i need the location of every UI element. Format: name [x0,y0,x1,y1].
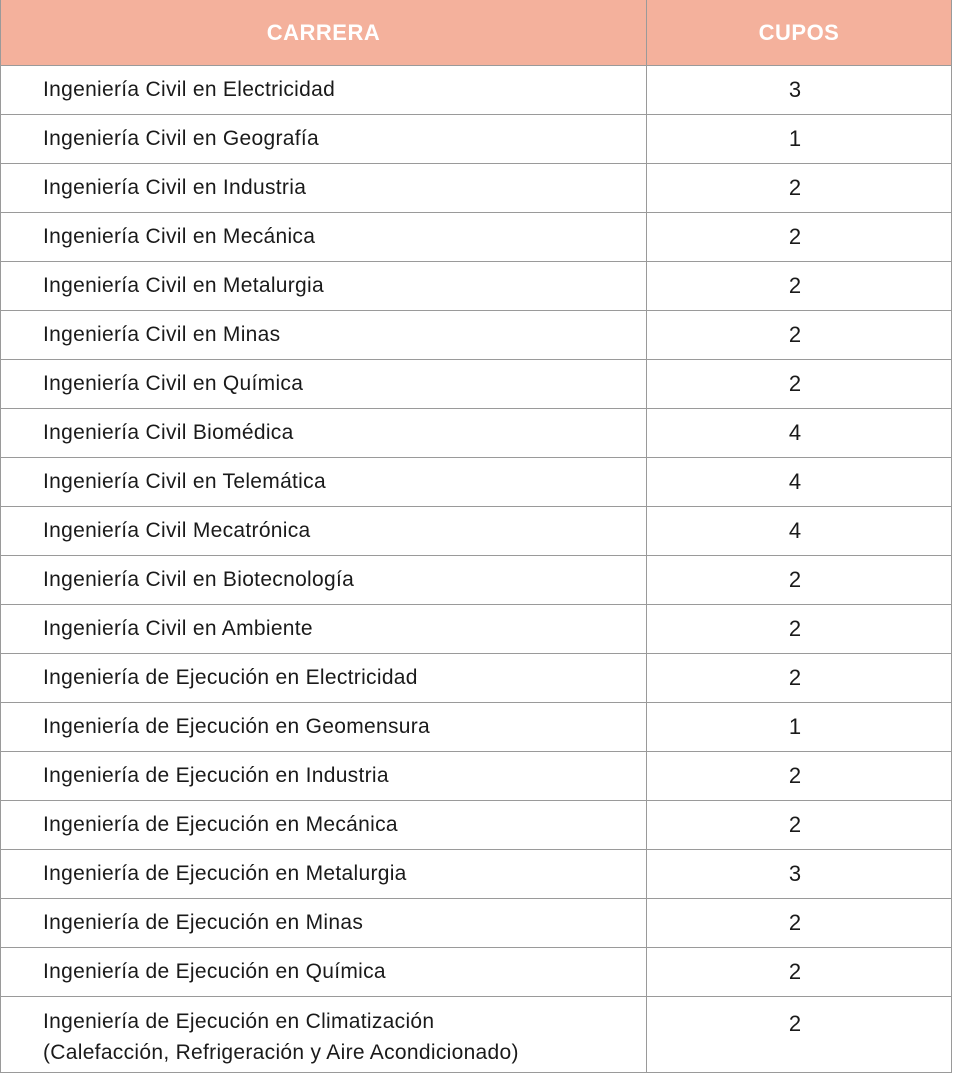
header-carrera: CARRERA [1,0,647,65]
carrera-cell: Ingeniería Civil en Química [1,360,647,408]
carrera-cell: Ingeniería Civil en Geografía [1,115,647,163]
carrera-cell: Ingeniería Civil en Telemática [1,458,647,506]
cupos-cell: 2 [788,322,802,347]
table-header [1,0,951,66]
carrera-cell: Ingeniería de Ejecución en Geomensura [1,703,647,751]
table-row [1,213,951,262]
table-row [1,507,951,556]
table-row [1,752,951,801]
carrera-cell [1,997,647,1072]
carrera-cell: Ingeniería de Ejecución en Metalurgia [1,850,647,898]
carrera-cell: Ingeniería Civil Mecatrónica [1,507,647,555]
carrera-cell: Ingeniería de Ejecución en Química [1,948,647,996]
carrera-line-1: Ingeniería de Ejecución en Climatización [43,1010,435,1033]
cupos-cell: 2 [788,812,802,837]
carrera-line-2: (Calefacción, Refrigeración y Aire Acondicionado) [43,1041,519,1064]
cupos-cell: 2 [788,273,802,298]
table-row [1,703,951,752]
cupos-cell: 2 [788,1011,802,1036]
cupos-cell: 2 [788,224,802,249]
carrera-cell: Ingeniería de Ejecución en Electricidad [1,654,647,702]
table-row [1,409,951,458]
cupos-cell: 2 [788,959,802,984]
cupos-cell: 4 [788,420,802,445]
cupos-cell: 2 [788,567,802,592]
carrera-cell: Ingeniería de Ejecución en Industria [1,752,647,800]
carrera-cell: Ingeniería Civil Biomédica [1,409,647,457]
carrera-cell: Ingeniería de Ejecución en Minas [1,899,647,947]
table-row [1,948,951,997]
cupos-cell: 3 [788,77,802,102]
table-row [1,801,951,850]
carrera-cell: Ingeniería Civil en Industria [1,164,647,212]
table-row [1,997,951,1072]
table-row [1,115,951,164]
cupos-cell: 4 [788,518,802,543]
cupos-cell: 4 [788,469,802,494]
cupos-cell: 2 [788,665,802,690]
table-row [1,311,951,360]
carrera-cell: Ingeniería de Ejecución en Mecánica [1,801,647,849]
carrera-cell: Ingeniería Civil en Mecánica [1,213,647,261]
carrera-cell: Ingeniería Civil en Biotecnología [1,556,647,604]
table-row [1,899,951,948]
cupos-cell: 2 [788,371,802,396]
table-row [1,360,951,409]
carrera-cell: Ingeniería Civil en Minas [1,311,647,359]
table-row [1,164,951,213]
header-cupos: CUPOS [758,19,840,45]
table-row [1,66,951,115]
carrera-cell: Ingeniería Civil en Ambiente [1,605,647,653]
table-row [1,262,951,311]
carrera-cell: Ingeniería Civil en Metalurgia [1,262,647,310]
cupos-cell: 1 [788,126,802,151]
cupos-cell: 2 [788,616,802,641]
carrera-cell: Ingeniería Civil en Electricidad [1,66,647,114]
cupos-cell: 3 [788,861,802,886]
table-row [1,458,951,507]
table-row [1,605,951,654]
cupos-cell: 2 [788,175,802,200]
table-row [1,850,951,899]
table-row [1,654,951,703]
cupos-cell: 1 [788,714,802,739]
table-row [1,556,951,605]
cupos-cell: 2 [788,910,802,935]
cupos-cell: 2 [788,763,802,788]
